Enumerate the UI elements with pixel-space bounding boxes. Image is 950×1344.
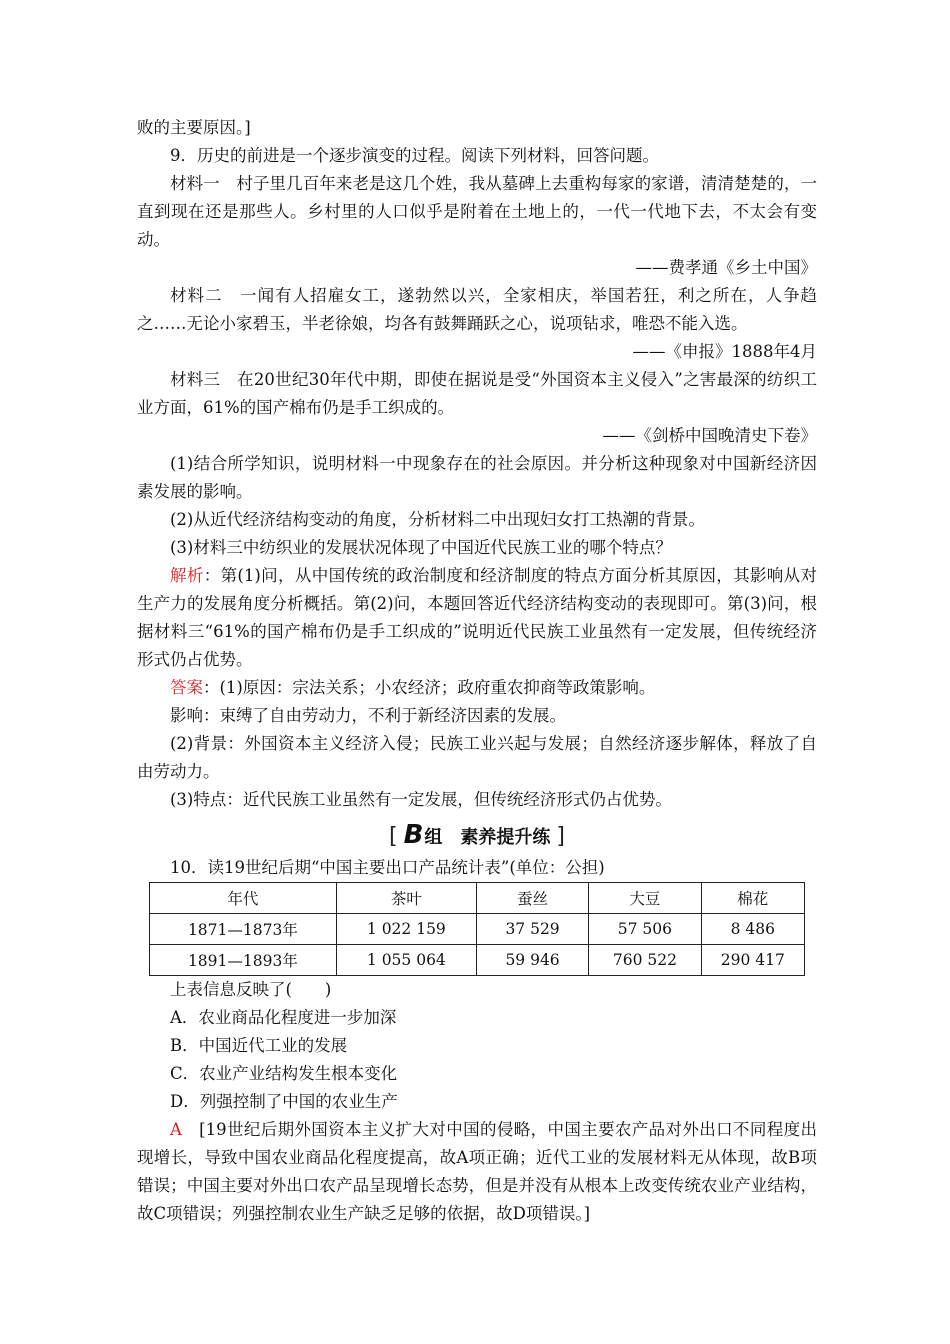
- option-d: D．列强控制了中国的农业生产: [170, 1092, 398, 1111]
- material-1-source: ——费孝通《乡土中国》: [635, 258, 817, 277]
- answer-line-3: (3)特点：近代民族工业虽然有一定发展，但传统经济形式仍占优势。: [170, 790, 672, 809]
- material-2-source: ——《申报》1888年4月: [632, 342, 817, 361]
- answer-text-1: ：(1)原因：宗法关系；小农经济；政府重农抑商等政策影响。: [203, 678, 656, 697]
- material-3-source: ——《剑桥中国晚清史下卷》: [602, 426, 817, 445]
- table-cell: 1 022 159: [336, 914, 476, 945]
- document-page: [137, 114, 817, 1228]
- table-header-cell: 蚕丝: [476, 883, 588, 914]
- table-cell: 1891—1893年: [150, 945, 337, 976]
- sub-question-3: (3)材料三中纺织业的发展状况体现了中国近代民族工业的哪个特点？: [170, 538, 672, 557]
- table-cell: 8 486: [701, 914, 804, 945]
- option-b: B．中国近代工业的发展: [170, 1036, 348, 1055]
- sub-question-1: (1)结合所学知识，说明材料一中现象存在的社会原因。并分析这种现象对中国新经济因素发展的影响。: [137, 454, 817, 501]
- answer-line-1b: 影响：束缚了自由劳动力，不利于新经济因素的发展。: [170, 706, 566, 725]
- answer-letter: A: [170, 1120, 182, 1139]
- table-row: [150, 914, 805, 945]
- option-a: A．农业商品化程度进一步加深: [170, 1008, 397, 1027]
- analysis-text: ：第(1)问，从中国传统的政治制度和经济制度的特点方面分析其原因，其影响从对生产力的发展角度分析概括。第(2)问，本题回答近代经济结构变动的表现即可。第(3)问，根据材料三“61%的国产棉布仍是手工织成的”说明近代民族工业虽然有一定发展，但传统经济形式仍占优势。: [137, 566, 818, 669]
- material-2: 材料二 一闻有人招雇女工，遂勃然以兴，全家相庆，举国若狂，利之所在，人争趋之……无论小家碧玉，半老徐娘，均各有鼓舞踊跃之心，说项钻求，唯恐不能入选。: [137, 286, 817, 333]
- table-header-cell: 大豆: [589, 883, 701, 914]
- question-10-stem: 10．读19世纪后期“中国主要出口产品统计表”(单位：公担): [170, 858, 605, 877]
- section-bracket-left: [: [388, 824, 398, 849]
- question-10-explanation: [137, 1116, 817, 1228]
- table-cell: 59 946: [476, 945, 588, 976]
- question-9-stem: 9．历史的前进是一个逐步演变的过程。阅读下列材料，回答问题。: [170, 146, 659, 165]
- material-3: 材料三 在20世纪30年代中期，即使在据说是受“外国资本主义侵入”之害最深的纺织工业方面，61%的国产棉布仍是手工织成的。: [137, 370, 817, 417]
- section-heading: [137, 818, 817, 852]
- table-row: [150, 945, 805, 976]
- answer-line-2: (2)背景：外国资本主义经济入侵；民族工业兴起与发展；自然经济逐步解体，释放了自由劳动力。: [137, 734, 817, 781]
- sub-question-2: (2)从近代经济结构变动的角度，分析材料二中出现妇女打工热潮的背景。: [170, 510, 705, 529]
- table-cell: 1871—1873年: [150, 914, 337, 945]
- table-cell: 290 417: [701, 945, 804, 976]
- option-c: C．农业产业结构发生根本变化: [170, 1064, 398, 1083]
- analysis-label: 解析: [170, 566, 204, 585]
- export-stats-table: [149, 882, 805, 976]
- material-1: 材料一 村子里几百年来老是这几个姓，我从墓碑上去重构每家的家谱，清清楚楚的，一直到现在还是那些人。乡村里的人口似乎是附着在土地上的，一代一代地下去，不太会有变动。: [137, 174, 817, 249]
- table-cell: 57 506: [589, 914, 701, 945]
- table-cell: 37 529: [476, 914, 588, 945]
- table-header-cell: 茶叶: [336, 883, 476, 914]
- answer-label: 答案: [170, 678, 203, 697]
- table-header-row: [150, 883, 805, 914]
- section-bracket-right: ]: [556, 824, 565, 849]
- table-header-cell: 年代: [150, 883, 337, 914]
- table-cell: 760 522: [589, 945, 701, 976]
- analysis-paragraph: [137, 562, 817, 674]
- table-header-cell: 棉花: [701, 883, 804, 914]
- section-title: 组 素养提升练: [424, 827, 551, 848]
- explanation-text: [19世纪后期外国资本主义扩大对中国的侵略，中国主要农产品对外出口不同程度出现增长，导致中国农业商品化程度提高，故A项正确；近代工业的发展材料无从体现，故B项错误；中国主要对外出口农产品呈现增长态势，但是并没有从根本上改变传统农业产业结构，故C项错误；列强控制农业生产缺乏足够的依据，故D项错误。]: [137, 1120, 817, 1223]
- answer-line-1: [137, 674, 817, 702]
- question-10-prompt: 上表信息反映了( ): [170, 980, 332, 999]
- section-letter: B: [403, 820, 425, 850]
- prev-answer-tail: 败的主要原因。]: [137, 118, 251, 137]
- table-cell: 1 055 064: [336, 945, 476, 976]
